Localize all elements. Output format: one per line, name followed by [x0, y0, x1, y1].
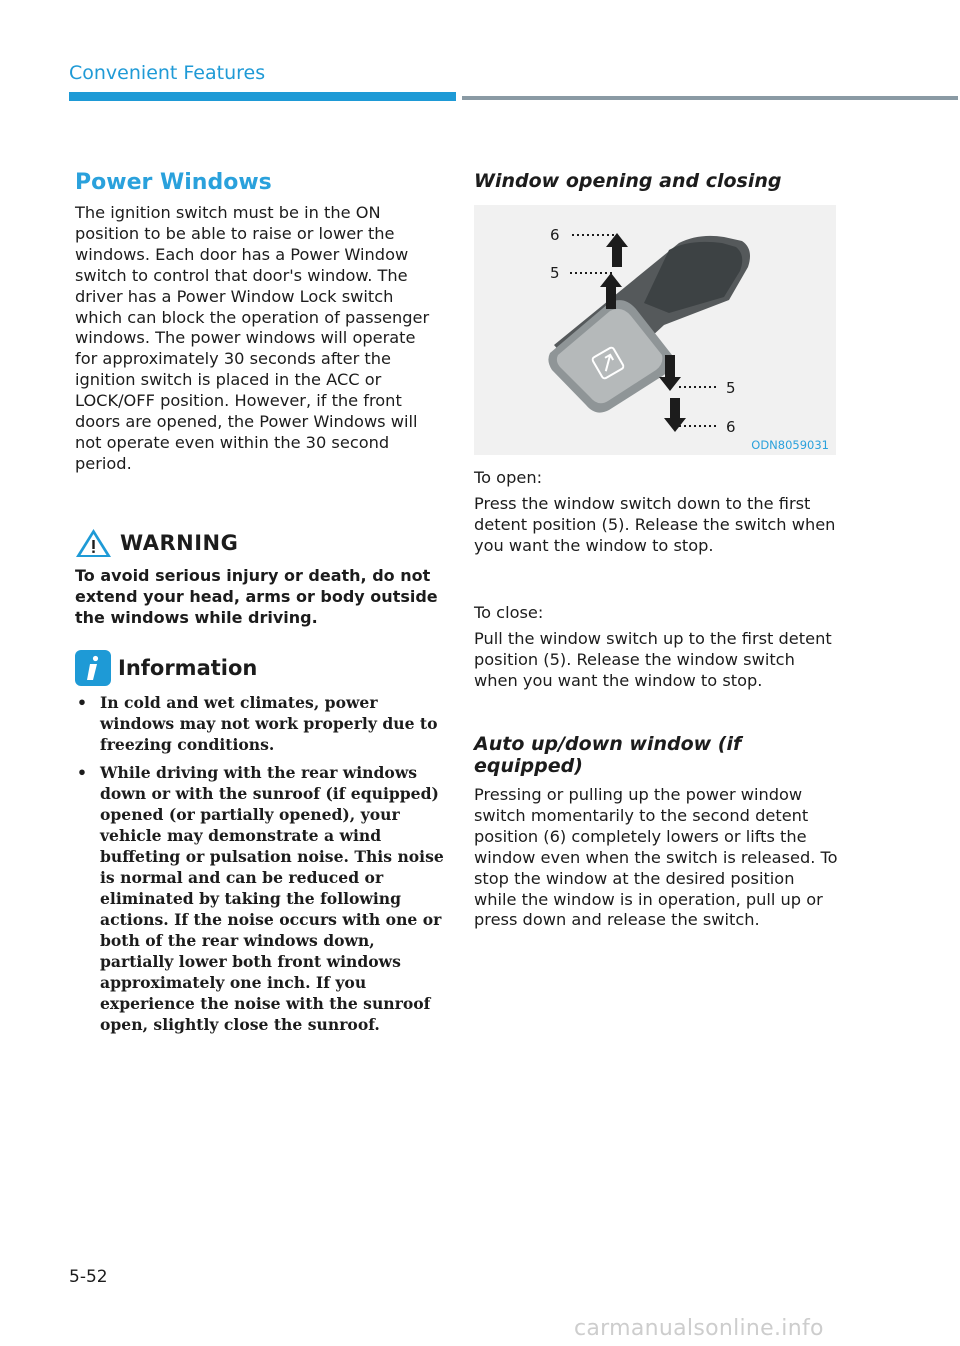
to-close-label: To close: [474, 603, 544, 622]
auto-window-block [474, 733, 839, 931]
watermark: carmanualsonline.info [574, 1316, 824, 1341]
to-open-text: Press the window switch down to the first detent position (5). Release the switch when you want the window to stop. [474, 494, 836, 555]
header-accent-bar [69, 92, 456, 101]
left-column [75, 170, 440, 475]
header-rule [462, 96, 958, 100]
figure-code: ODN8059031 [751, 438, 829, 452]
information-item: • While driving with the rear windows down or with the sunroof (if equipped) opened (or partially opened), your vehicle may demonstrate a wind buffeting or pulsation noise. This noise is normal and can be reduced or eliminated by taking the following actions. If the noise occurs with one or both of the rear windows down, partially lower both front windows approximately one inch. If you experience the noise with the sunroof open, slightly close the sunroof. [75, 762, 445, 1035]
to-close-text: Pull the window switch up to the first detent position (5). Release the window switch when you want the window to stop. [474, 629, 832, 690]
information-title: Information [118, 656, 258, 680]
warning-icon [75, 528, 112, 558]
topic-title: Power Windows [75, 170, 272, 195]
to-open-block [474, 467, 839, 557]
window-opening-subtitle: Window opening and closing [474, 170, 782, 192]
section-title: Convenient Features [69, 62, 266, 84]
information-icon [75, 650, 111, 686]
window-switch-diagram [474, 205, 836, 455]
warning-title: WARNING [120, 531, 239, 555]
auto-window-text: Pressing or pulling up the power window switch momentarily to the second detent position (6) completely lowers or lifts the window even when the switch is released. To stop the window at the desired position while the window is in operation, pull up or press down and release the switch. [474, 785, 838, 930]
window-switch-illustration [474, 205, 836, 455]
information-list [75, 692, 445, 1042]
intro-paragraph: The ignition switch must be in the ON position to be able to raise or lower the windows. Each door has a Power Window switch to control that door's window. The driver has a Power Window Lock switch which can block the operation of passenger windows. The power windows will operate for approximately 30 seconds after the ignition switch is placed in the ACC or LOCK/OFF position. However, if the front doors are opened, the Power Windows will not operate even within the 30 second period. [75, 203, 430, 473]
to-close-block [474, 602, 839, 692]
warning-heading [75, 528, 238, 558]
information-heading [75, 650, 257, 686]
label-up-first: 5 [550, 264, 560, 282]
information-item: • In cold and wet climates, power windows may not work properly due to freezing conditions. [75, 692, 445, 755]
label-down-first: 5 [726, 379, 736, 397]
to-open-label: To open: [474, 468, 543, 487]
label-down-second: 6 [726, 418, 736, 436]
auto-window-subtitle: Auto up/down window (if equipped) [474, 733, 742, 777]
page-number: 5-52 [69, 1267, 108, 1287]
right-column [474, 170, 839, 192]
label-up-second: 6 [550, 226, 560, 244]
warning-text: To avoid serious injury or death, do not extend your head, arms or body outside the windows while driving. [75, 566, 438, 627]
